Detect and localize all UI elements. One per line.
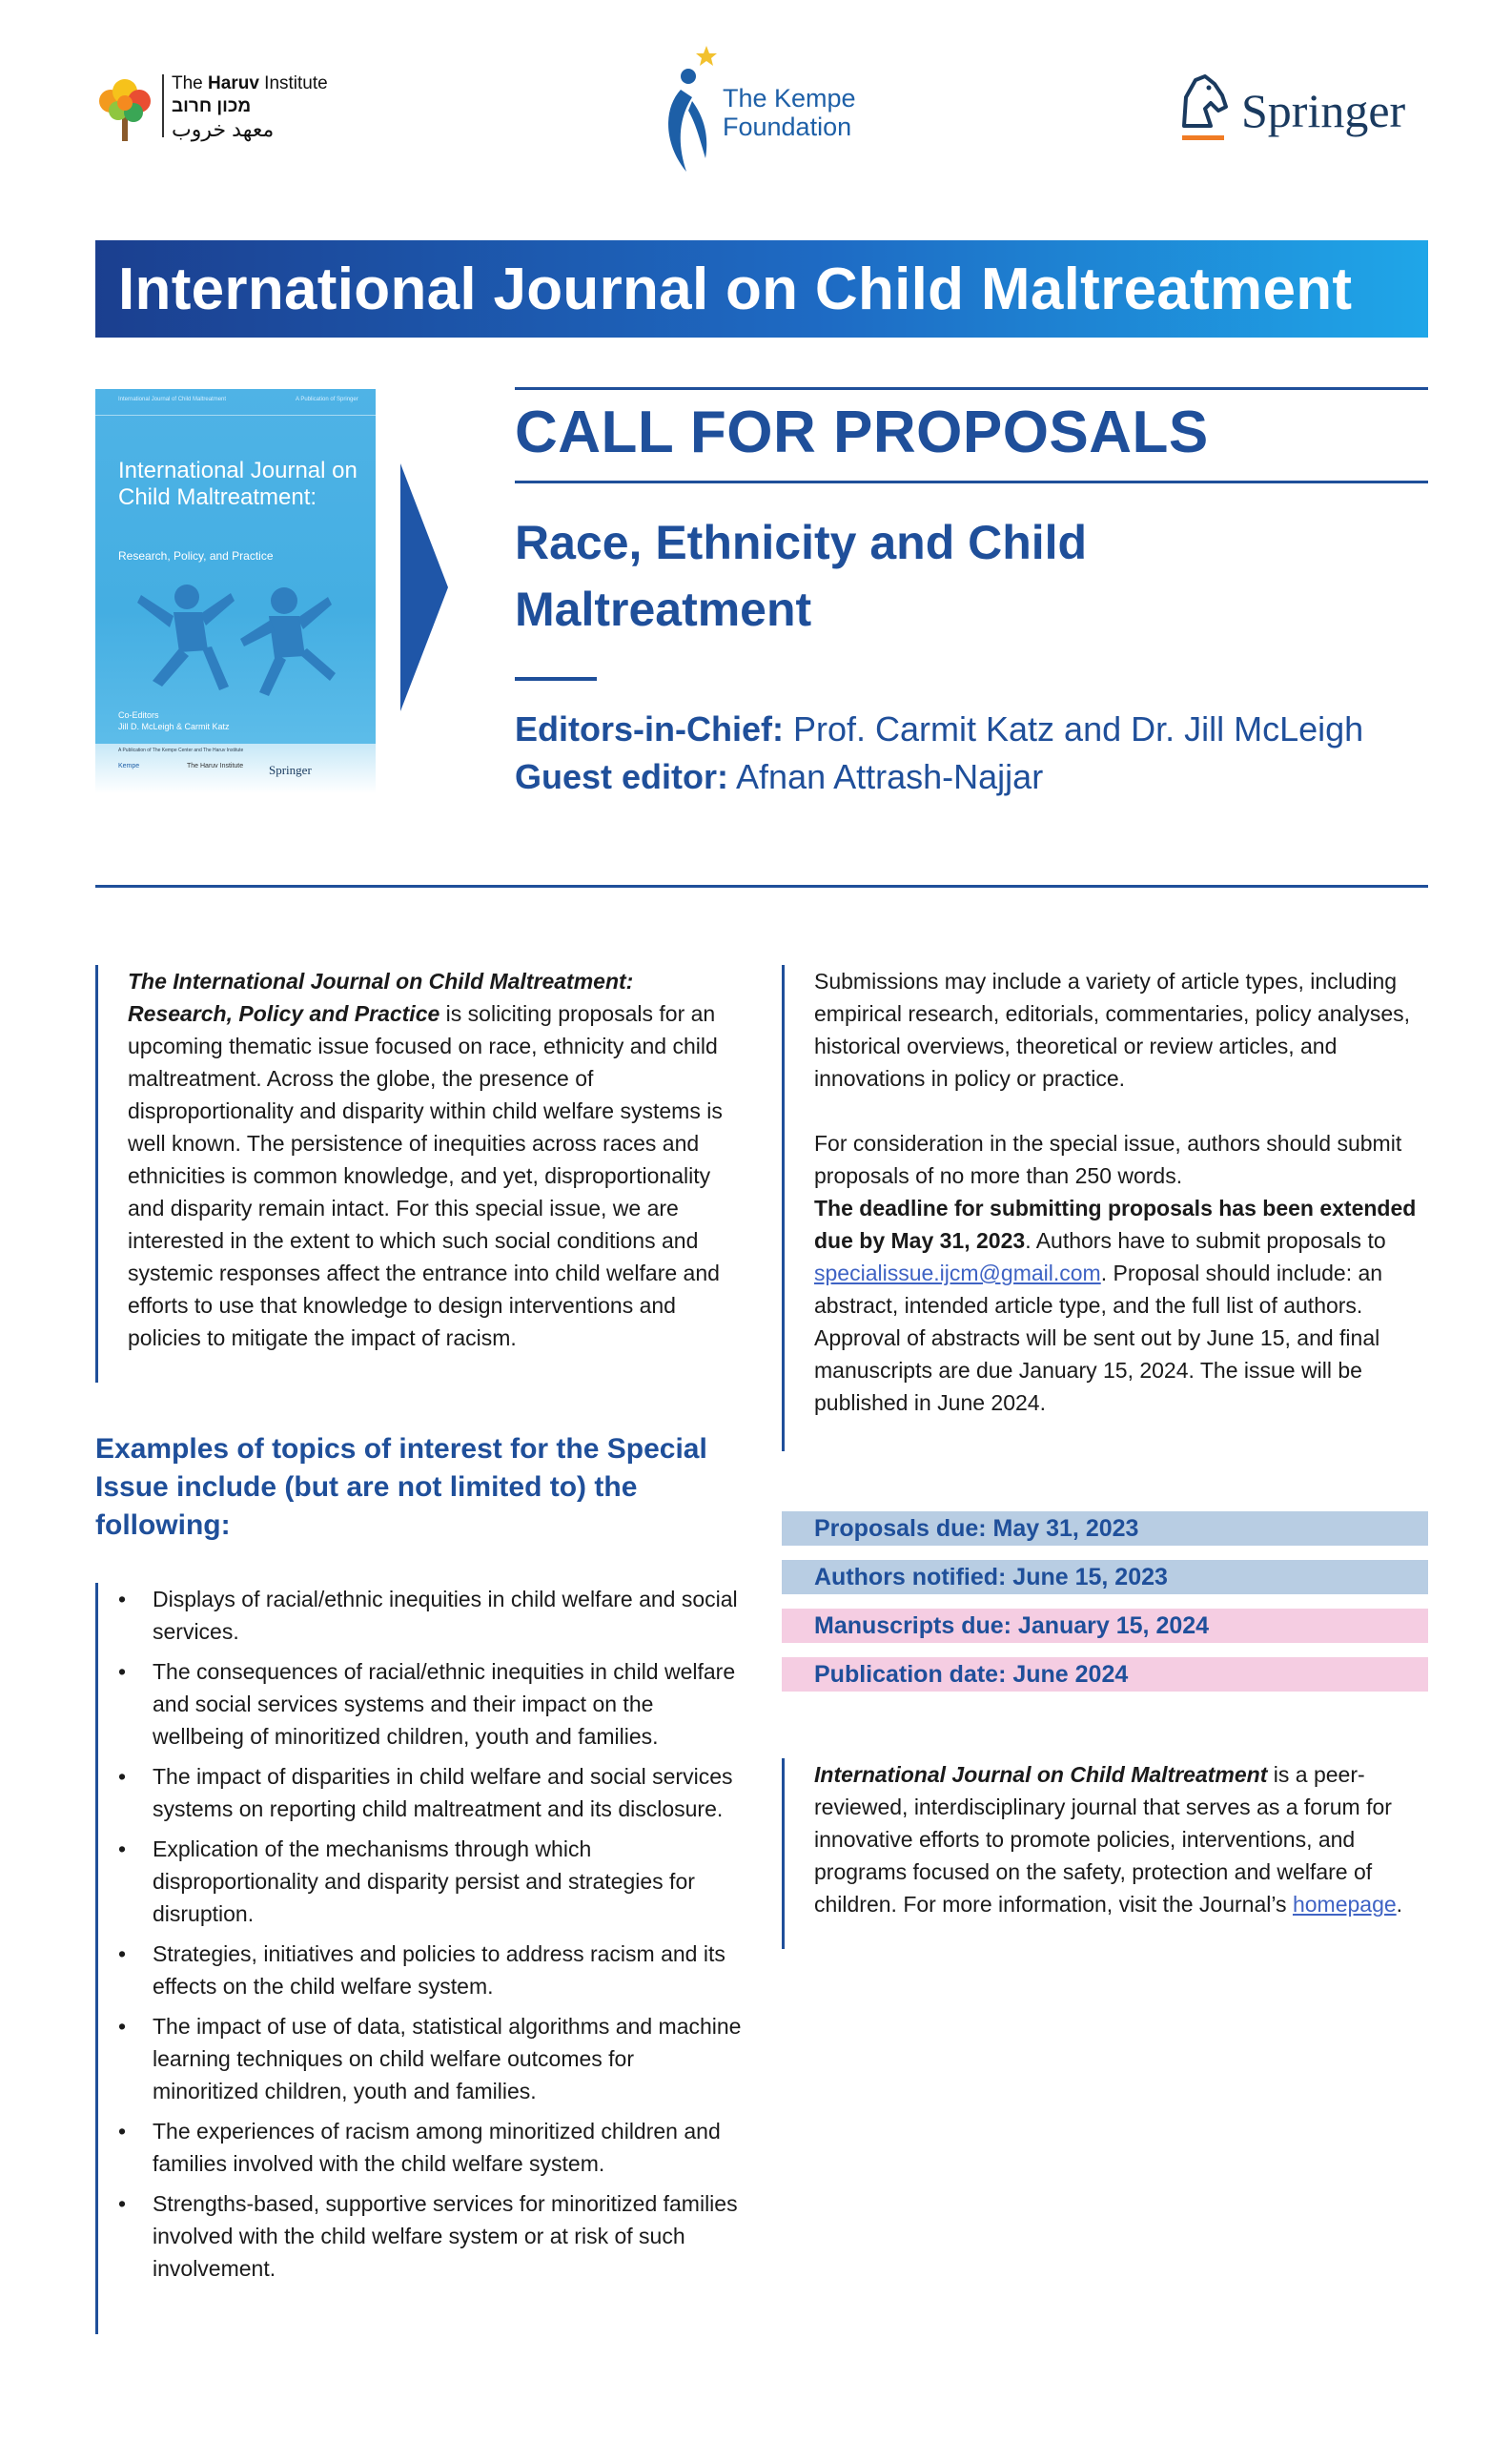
bullet-icon: • <box>118 1941 127 1966</box>
editors-value: Prof. Carmit Katz and Dr. Jill McLeigh <box>783 709 1364 749</box>
journal-cover <box>95 389 376 793</box>
journal-title: International Journal on Child Maltreatment <box>118 256 1353 322</box>
springer-logo-text: Springer <box>1241 84 1406 137</box>
haruv-hebrew: מכון חרוב <box>172 96 252 116</box>
guest-editor-label: Guest editor: <box>515 757 729 796</box>
topic-text: The experiences of racism among minoritized children and families involved with the child welfare system. <box>153 2119 721 2176</box>
topic-list-item <box>114 2115 744 2180</box>
issue-topic-line2: Maltreatment <box>515 583 812 636</box>
header-top-rule <box>515 387 1428 390</box>
cover-editors-label: Co-Editors <box>118 710 159 720</box>
intro-left-bar <box>95 965 98 1383</box>
topic-text: Displays of racial/ethnic inequities in child welfare and social services. <box>153 1587 738 1644</box>
cover-footer-note: A Publication of The Kempe Center and The Haruv Institute <box>118 748 244 753</box>
cover-footer-kempe: Kempe <box>118 763 140 769</box>
cover-footer-haruv: The Haruv Institute <box>187 763 244 769</box>
bullet-icon: • <box>118 2191 127 2216</box>
topic-list-item <box>114 2187 744 2285</box>
submissions-left-bar <box>782 965 785 1451</box>
cover-title: International Journal on Child Maltreatment: <box>118 458 358 510</box>
springer-horse-icon <box>1173 72 1234 149</box>
section-rule <box>95 885 1428 888</box>
topic-text: Strengths-based, supportive services for minoritized families involved with the child welfare system or at risk of such involvement. <box>153 2191 738 2281</box>
submissions-timeline: . Proposal should include: an abstract, intended article type, and the full list of authors. Approval of abstracts will be sent out by June 15, and final manuscripts are due January 15, 2024. The issue will be published in June 2024. <box>814 1261 1383 1415</box>
topic-text: Strategies, initiatives and policies to address racism and its effects on the child welfare system. <box>153 1941 725 1999</box>
bullet-icon: • <box>118 2014 127 2039</box>
topics-left-bar <box>95 1583 98 2334</box>
topic-list-item <box>114 1760 744 1825</box>
examples-heading: Examples of topics of interest for the Special Issue include (but are not limited to) the following: <box>95 1433 707 1541</box>
topic-text: The consequences of racial/ethnic inequities in child welfare and social services systems and their impact on the wellbeing of minoritized children, youth and families. <box>153 1659 736 1749</box>
cover-editors-names: Jill D. McLeigh & Carmit Katz <box>118 722 230 731</box>
intro-journal-name: The International Journal on Child Maltreatment: Research, Policy and Practice <box>128 969 634 1026</box>
editors-label: Editors-in-Chief: <box>515 709 784 749</box>
homepage-link[interactable]: homepage <box>1292 1892 1397 1917</box>
call-for-proposals-heading: CALL FOR PROPOSALS <box>515 400 1209 465</box>
haruv-line1-suffix: Institute <box>258 73 328 93</box>
arrow-right-icon <box>400 463 448 711</box>
bullet-icon: • <box>118 1587 127 1611</box>
cover-top-right: A Publication of Springer <box>296 397 358 402</box>
haruv-institute-logo <box>95 69 343 145</box>
intro-text: is soliciting proposals for an upcoming thematic issue focused on race, ethnicity and child maltreatment. Across the globe, the presence of disproportionality and disparity within child welfare systems is well known. The persistence of inequities across races and ethnicities is common knowledge, and yet, disproportionality and disparity remain intact. For this special issue, we are interested in the extent to which such social conditions and systemic responses affect the entrance into child welfare and efforts to use that knowledge to design interventions and policies to mitigate the impact of racism. <box>128 1001 723 1350</box>
logo-divider <box>162 74 164 137</box>
submissions-word-limit: For consideration in the special issue, authors should submit proposals of no more than 250 words. <box>814 1131 1402 1188</box>
bullet-icon: • <box>118 1659 127 1684</box>
kempe-line1: The Kempe <box>723 84 856 113</box>
topic-text: Explication of the mechanisms through which disproportionality and disparity persist and strategies for disruption. <box>153 1836 695 1926</box>
cover-footer <box>95 744 376 793</box>
kempe-line2: Foundation <box>723 113 852 141</box>
kempe-foundation-logo <box>658 44 877 177</box>
submissions-deadline: The deadline for submitting proposals has been extended due by May 31, 2023 <box>814 1196 1417 1253</box>
date-publication: Publication date: June 2024 <box>782 1657 1428 1692</box>
topic-text: The impact of use of data, statistical algorithms and machine learning techniques on child welfare outcomes for minoritized children, youth and families. <box>153 2014 742 2103</box>
short-divider <box>515 677 597 681</box>
date-authors-notified: Authors notified: June 15, 2023 <box>782 1560 1428 1594</box>
issue-topic-line1: Race, Ethnicity and Child <box>515 516 1088 569</box>
submissions-instructions: . Authors have to submit proposals to <box>1025 1228 1386 1253</box>
editors-block <box>515 706 1363 801</box>
topic-list-item <box>114 1833 744 1930</box>
haruv-logo-text <box>172 72 328 141</box>
haruv-line1-bold: Haruv <box>208 73 259 93</box>
bullet-icon: • <box>118 2119 127 2144</box>
guest-editor-value: Afnan Attrash-Najjar <box>728 757 1044 796</box>
submissions-types: Submissions may include a variety of article types, including empirical research, editorials, commentaries, policy analyses, historical overviews, theoretical or review articles, and innovations in policy or practice. <box>814 969 1411 1091</box>
header-mid-rule <box>515 481 1428 483</box>
cover-top-strip <box>95 389 376 416</box>
issue-topic <box>515 509 1373 643</box>
about-end: . <box>1396 1892 1403 1917</box>
about-text: is a peer-reviewed, interdisciplinary journal that serves as a forum for innovative efforts to promote policies, interventions, and programs focused on the safety, protection and welfare of children. For more information, visit the Journal’s <box>814 1762 1392 1917</box>
topic-list-item <box>114 1655 744 1753</box>
topic-list-item <box>114 1938 744 2002</box>
haruv-line1-prefix: The <box>172 73 209 93</box>
submission-email-link[interactable]: specialissue.ijcm@gmail.com <box>814 1261 1101 1285</box>
carob-tree-icon <box>95 76 154 143</box>
topic-list-item <box>114 2010 744 2107</box>
submissions-block <box>814 965 1424 1419</box>
topic-list-item <box>114 1583 744 1648</box>
submissions-details <box>814 1127 1424 1419</box>
kempe-figure-icon <box>658 44 725 177</box>
about-left-bar <box>782 1758 785 1949</box>
bullet-icon: • <box>118 1764 127 1789</box>
topic-text: The impact of disparities in child welfare and social services systems on reporting child maltreatment and its disclosure. <box>153 1764 733 1821</box>
bullet-icon: • <box>118 1836 127 1861</box>
cover-subtitle: Research, Policy, and Practice <box>118 549 274 563</box>
jumping-children-illustration <box>124 576 353 700</box>
intro-paragraph <box>128 965 736 1354</box>
kempe-logo-text <box>723 84 856 141</box>
cover-editors <box>118 709 230 732</box>
cover-top-left: International Journal of Child Maltreatment <box>118 397 227 402</box>
date-manuscripts-due: Manuscripts due: January 15, 2024 <box>782 1609 1428 1643</box>
about-paragraph <box>814 1758 1424 1920</box>
key-dates <box>782 1511 1428 1706</box>
topics-list <box>114 1583 744 2292</box>
springer-logo <box>1173 72 1430 149</box>
about-journal-name: International Journal on Child Maltreatment <box>814 1762 1268 1787</box>
haruv-arabic: معهد خروب <box>172 117 275 141</box>
cover-footer-springer: Springer <box>269 763 312 777</box>
title-banner <box>95 240 1428 338</box>
date-proposals-due: Proposals due: May 31, 2023 <box>782 1511 1428 1546</box>
